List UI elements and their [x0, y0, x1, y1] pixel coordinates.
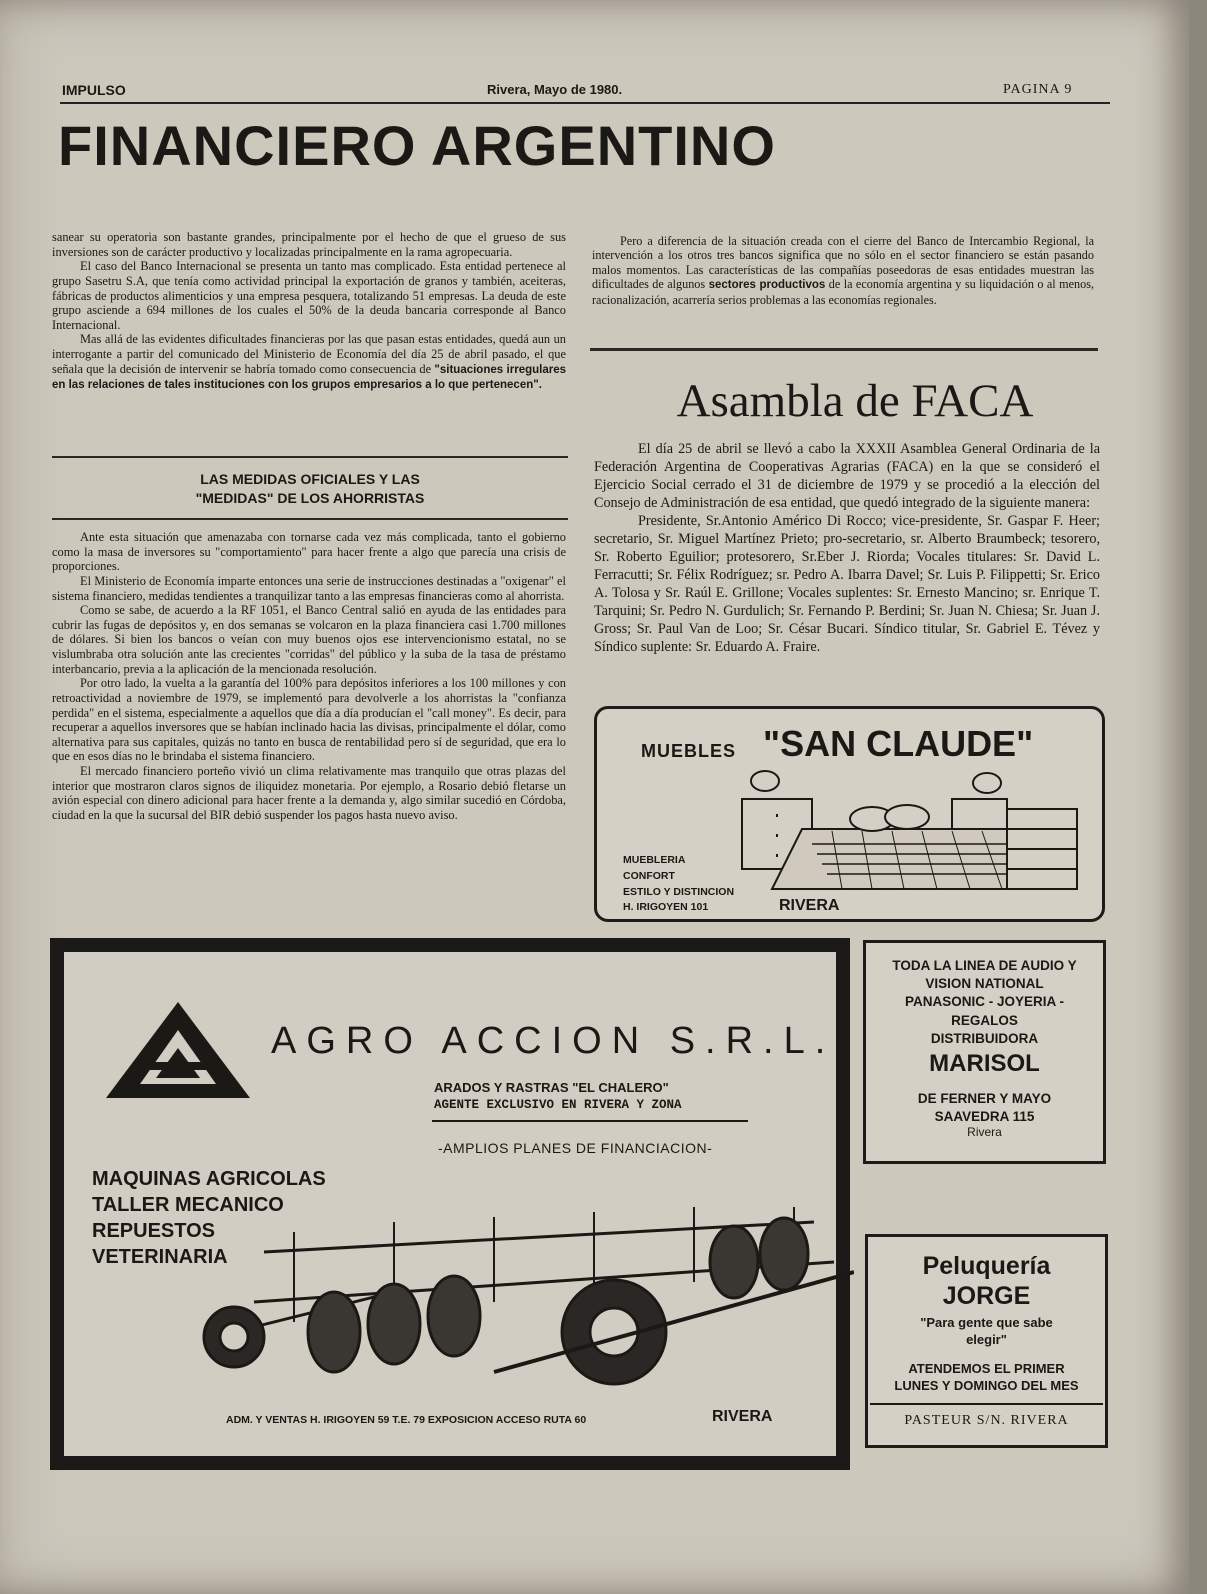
ad-city: RIVERA [779, 897, 840, 914]
bold-phrase: sectores productivos [708, 279, 826, 292]
publication-name: IMPULSO [62, 82, 126, 98]
header-rule [60, 102, 1110, 104]
faca-article [594, 440, 1100, 656]
disc [760, 1218, 808, 1290]
ad-hours [868, 1361, 1105, 1395]
service-item: MAQUINAS AGRICOLAS [92, 1168, 326, 1190]
disc [308, 1292, 360, 1372]
ad-divider [870, 1403, 1103, 1405]
ad-line: PANASONIC - JOYERIA - [904, 994, 1064, 1010]
ad-line: Peluquería [922, 1252, 1051, 1280]
ad-line: ARADOS Y RASTRAS "EL CHALERO" [434, 1080, 669, 1095]
ad-line: JORGE [942, 1282, 1031, 1310]
ad-line: CONFORT [623, 869, 675, 882]
service-item: TALLER MECANICO [92, 1194, 284, 1216]
agro-accion-logo-icon [104, 1000, 252, 1100]
article-paragraph: Presidente, Sr.Antonio Américo Di Rocco; vice-presidente, Sr. Gaspar F. Heer; secretario, Sr. Miguel Martínez Prieto; pro-secretario, sr. Alberto Braumbeck; tesorero, Sr. Roberto Eguilior; protesorero, Sr.Eber J. Riorda; Vocales titulares: Sr. David L. Ferracutti; Sr. Félix Rodríguez; sr. Pedro A. Ibarra Davel; Sr. Luis P. Filippetti; Sr. Erico A. Tolosa y Sr. Raúl E. Grillone; Vocales suplentes: Sr. Ernesto Mancino; sr. Enrique T. Tarquini; Sr. Pedro N. Gurdulich; Sr. Fernando P. Berdini; Sr. Juan N. Chiesa; Sr. Juan J. Gross; Sr. Paul Van de Loo; Sr. César Bucari. Síndico titular, Sr. Gabriel E. Tévez y Síndico suplente: Sr. Eduardo A. Fraire. [594, 513, 1100, 656]
paragraph-text: de la economía argentina y su liquidación o al menos, racionalización, acarrería serios problemas a las economías regionales. [592, 277, 1094, 307]
bedroom-furniture-illustration [732, 769, 1092, 899]
peluqueria-jorge-ad [865, 1234, 1108, 1448]
disc-harrow-illustration [194, 1192, 854, 1392]
article-paragraph: Ante esta situación que amenazaba con tornarse cada vez más complicada, tanto el gobierno como la masa de inversores su "comportamiento" para hacer frente a algo que parecía una crisis de proporciones. [52, 530, 566, 574]
quoted-statement: "situaciones irregulares en las relaciones de tales instituciones con los grupos empresarios a lo que pertenecen". [52, 363, 567, 392]
ad-line: ESTILO Y DISTINCION [623, 885, 735, 898]
section-subhead [52, 470, 568, 508]
faca-headline: Asambla de FACA [676, 375, 1034, 427]
ad-line: VISION NATIONAL [925, 976, 1044, 992]
ad-line: DE FERNER Y MAYO [917, 1091, 1052, 1107]
ad-line: ATENDEMOS EL PRIMER [908, 1360, 1065, 1376]
ad-line: MUEBLERIA [623, 854, 686, 866]
store-description [623, 853, 734, 916]
ad-footer-address: ADM. Y VENTAS H. IRIGOYEN 59 T.E. 79 EXPOSICION ACCESO RUTA 60 [226, 1414, 587, 1426]
service-item: REPUESTOS [92, 1220, 215, 1242]
subhead-line: LAS MEDIDAS OFICIALES Y LAS [200, 471, 420, 487]
lamp [751, 771, 779, 791]
ad-city: Rivera [967, 1125, 1002, 1140]
ad-slogan: "Para gente que sabe elegir" [920, 1315, 1053, 1347]
marisol-ad [863, 940, 1106, 1164]
ad-financing: -AMPLIOS PLANES DE FINANCIACION- [438, 1140, 713, 1156]
article-paragraph: El día 25 de abril se llevó a cabo la XXXII Asamblea General Ordinaria de la Federación Argentina de Cooperativas Agrarias (FACA) en la que se consideró el Ejercicio Social cerrado el 31 de diciembre de 1979 y se procedió a la elección del Consejo de Administración de esa entidad, que quedó integrado de la siguiente manera: [594, 441, 1100, 512]
ad-line: SAAVEDRA 115 [934, 1108, 1035, 1124]
ad-address: PASTEUR S/N. RIVERA [904, 1412, 1069, 1428]
page-number: PAGINA 9 [1003, 82, 1073, 97]
page-headline: FINANCIERO ARGENTINO [58, 114, 776, 177]
section-rule [52, 518, 568, 520]
ad-brand-name: MARISOL [929, 1050, 1040, 1078]
disc [428, 1276, 480, 1356]
agro-accion-ad [50, 938, 850, 1470]
article-paragraph [592, 234, 1094, 307]
ad-address [866, 1090, 1103, 1125]
article-paragraph: Por otro lado, la vuelta a la garantía del 100% para depósitos inferiores a los 100 millones y con retroactividad a noviembre de 1979, se implementó para devolverle a los ahorristas la "confianza perdida" en el sistema, especialmente a aquellos que día a día producían el "call money". Es decir, para recuperar a aquellos inversores que se habían inclinado hacia las divisas, principalmente el dólar, como alternativa para sus capitales, quizás no tanto en busca de rentabilidad pero sí de seguridad, que era lo que en esos días no le brindaba el sistema financiero. [52, 676, 566, 764]
ad-line: REGALOS [951, 1012, 1018, 1028]
ad-line: AGENTE EXCLUSIVO EN RIVERA Y ZONA [434, 1098, 682, 1112]
article-paragraph: sanear su operatoria son bastante grandes, principalmente por el hecho de que el grueso de sus inversiones son de carácter productivo y localizadas principalmente en la rama agropecuaria. [52, 230, 566, 259]
ad-prefix: MUEBLES [641, 741, 737, 761]
san-claude-ad [594, 706, 1105, 922]
paragraph-text: Pero a diferencia de la situación creada con el cierre del Banco de Intercambio Regional, la intervención a los otros tres bancos significa que no sólo en el sector financiero se están pasando malos momentos. Las características de las compañías poseedoras de esas entidades muestran las dificultades de algunos [592, 234, 1094, 292]
issue-date: Rivera, Mayo de 1980. [487, 82, 623, 97]
left-column-bottom [52, 530, 566, 823]
article-paragraph: El mercado financiero porteño vivió un clima relativamente mas tranquilo que otras plazas del interior que mostraron claros signos de iliquidez monetaria. Por ejemplo, a Rosario debió fletarse un avión especial con dinero adicional para hacer frente a la demanda y, algo similar sucedió en Córdoba, ciudad en la que la sucursal del BIR debió suspender los pagos hasta nuevo aviso. [52, 764, 566, 822]
ad-city: RIVERA [712, 1408, 773, 1425]
ad-line: TODA LA LINEA DE AUDIO Y [892, 958, 1077, 973]
lamp [973, 773, 1001, 793]
subhead-line: "MEDIDAS" DE LOS AHORRISTAS [195, 489, 425, 506]
ad-brand-name: "SAN CLAUDE" [763, 723, 1034, 764]
ad-line: DISTRIBUIDORA [930, 1030, 1039, 1046]
ad-brand-name: AGRO ACCION S.R.L. [271, 1020, 836, 1062]
section-rule [590, 348, 1098, 351]
right-column-top [592, 234, 1094, 307]
ad-text-block [866, 943, 1103, 1048]
ad-divider [432, 1120, 748, 1122]
paragraph-text: Mas allá de las evidentes dificultades financieras por las que pasan estas entidades, quedá aun un interrogante a partir del comunicado del Ministerio de Economía del día 25 de abril pasado, el que señala que la decisión de intervenir se habría tomado como consecuencia de [52, 332, 566, 376]
article-paragraph: El caso del Banco Internacional se presenta un tanto mas complicado. Esta entidad pertenece al grupo Sasetru S.A, que tenía como actividad principal la exportación de granos y también, aceiteras, fábricas de productos alimenticios y una empresa pesquera, totalizando 51 empresas. La deuda de este grupo asciende a 694 millones de los cuales el 50% de la deuda bancaria corresponde al Banco Internacional. [52, 259, 566, 332]
article-paragraph: Como se sabe, de acuerdo a la RF 1051, el Banco Central salió en ayuda de las entidades para cubrir las fugas de depósitos y, en dos semanas se volcaron en la plaza financiera casi 1.700 millones de dólares. Si bien los bancos o veían con muy buenos ojos ese intervencionismo estatal, no se vislumbraba otra solución ante las crecientes "corridas" del público y la suba de la tasa de préstamo interbancario, previa a la aplicación de la mencionada resolución. [52, 603, 566, 676]
ad-line: LUNES Y DOMINGO DEL MES [894, 1377, 1079, 1393]
right-drawers [952, 799, 1007, 829]
ad-line: H. IRIGOYEN 101 [623, 901, 709, 914]
service-item: VETERINARIA [92, 1246, 228, 1268]
disc [368, 1284, 420, 1364]
left-column-top [52, 230, 566, 393]
pillow [885, 805, 929, 829]
ad-brand-name [868, 1237, 1105, 1311]
page-edge [1189, 0, 1207, 1594]
disc [710, 1226, 758, 1298]
article-paragraph: El Ministerio de Economía imparte entonces una serie de instrucciones destinadas a "oxigenar" el sistema financiero, medidas tendientes a tranquilizar tanto a las empresas financieras como al ahorrista. [52, 573, 566, 603]
section-rule [52, 456, 568, 458]
article-paragraph [52, 332, 566, 392]
